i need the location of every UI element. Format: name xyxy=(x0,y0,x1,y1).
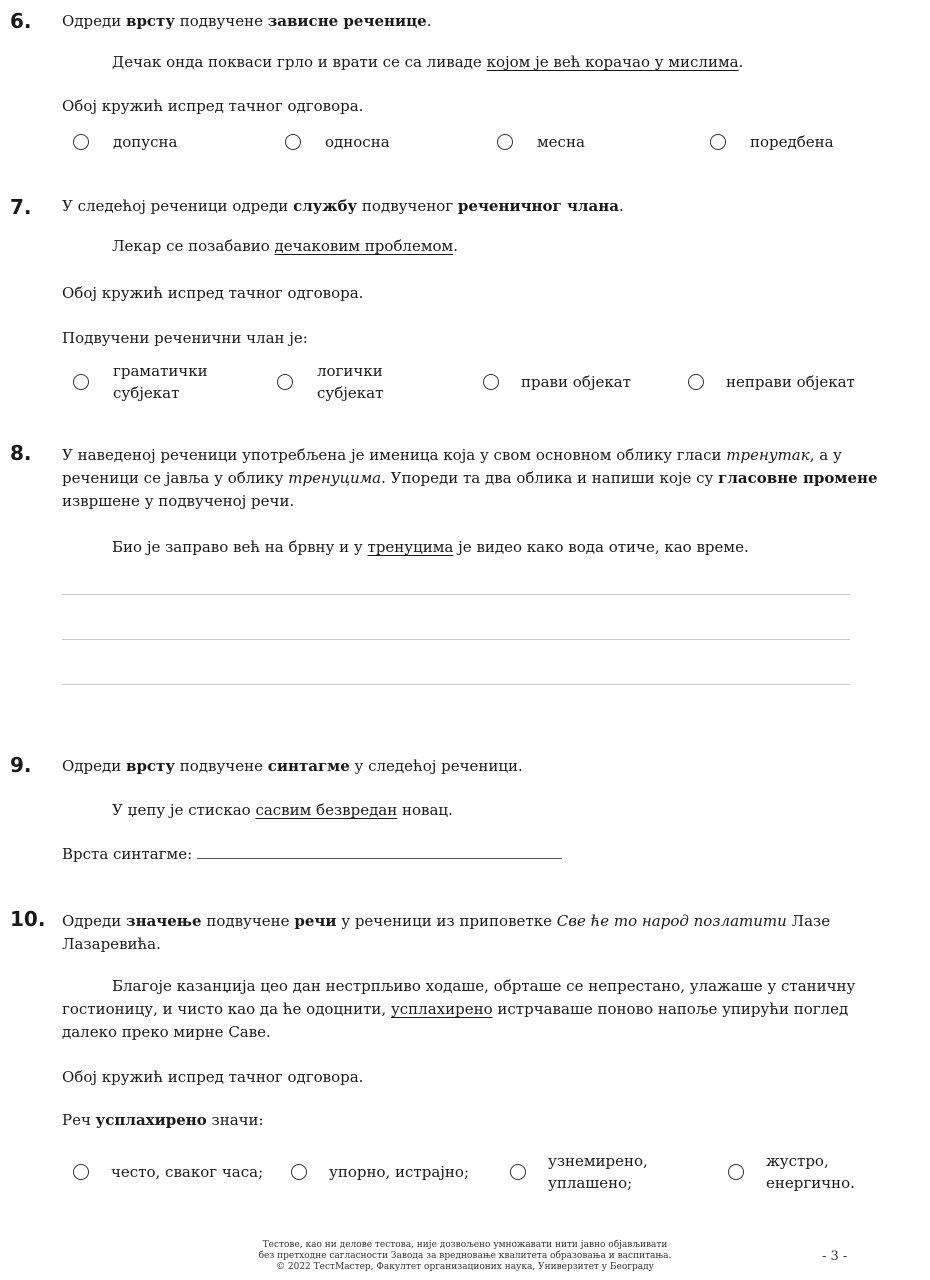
question-7-sentence: Лекар се позабавио дечаковим проблемом. xyxy=(112,237,458,255)
radio-circle[interactable] xyxy=(483,374,499,390)
radio-circle[interactable] xyxy=(277,374,293,390)
question-9-instruction: Одреди врсту подвучене синтагме у следећој реченици. xyxy=(62,757,523,775)
q7-option-3[interactable]: прави објекат xyxy=(483,374,499,390)
q6-option-4[interactable]: поредбена xyxy=(710,134,726,150)
q10-option-4[interactable]: жустро, енергично. xyxy=(728,1164,744,1180)
radio-circle[interactable] xyxy=(73,134,89,150)
q7-option-4[interactable]: неправи објекат xyxy=(688,374,704,390)
question-7-prompt: Подвучени реченични члан је: xyxy=(62,329,308,347)
copyright-footer: Тестове, као ни делове тестова, није дозвољено умножавати нити јавно објављивати без претходне сагласности Завода за вредновање квалитета образовања и васпитања. © 2022 ТестМастер, Факултет организационих наука, Универзитет у Београду xyxy=(258,1240,672,1272)
answer-line-3[interactable] xyxy=(62,684,850,685)
question-7-circle-instruction: Обој кружић испред тачног одговора. xyxy=(62,284,364,302)
q6-option-2[interactable]: односна xyxy=(285,134,301,150)
radio-circle[interactable] xyxy=(688,374,704,390)
page-number: - 3 - xyxy=(822,1249,848,1264)
question-10-prompt: Реч усплахирено значи: xyxy=(62,1111,264,1129)
question-6-circle-instruction: Обој кружић испред тачног одговора. xyxy=(62,97,364,115)
question-7-number: 7. xyxy=(10,195,32,219)
q10-option-2[interactable]: упорно, истрајно; xyxy=(291,1164,307,1180)
question-8-number: 8. xyxy=(10,441,32,465)
question-6-instruction: Одреди врсту подвучене зависне реченице. xyxy=(62,12,432,30)
question-8-instruction: У наведеној реченици употребљена је именица која у свом основном облику гласи тренутак, а у реченици се јавља у облику тренуцима. Упореди та два облика и напиши које су гласовне промене извршене у подвученој речи. xyxy=(62,446,878,510)
underlined-word: усплахирено xyxy=(390,1000,493,1018)
radio-circle[interactable] xyxy=(285,134,301,150)
radio-circle[interactable] xyxy=(497,134,513,150)
question-10-instruction: Одреди значење подвучене речи у реченици из приповетке Све ће то народ позлатити Лазе Лазаревића. xyxy=(62,912,831,953)
answer-line-1[interactable] xyxy=(62,594,850,595)
radio-circle[interactable] xyxy=(291,1164,307,1180)
question-9-sentence: У џепу је стискао сасвим безвредан новац. xyxy=(112,801,453,819)
q7-option-1[interactable]: граматички субјекат xyxy=(73,374,89,390)
question-8-sentence: Био је заправо већ на брвну и у тренуцима је видео како вода отиче, као време. xyxy=(112,538,749,556)
underlined-phrase: сасвим безвредан xyxy=(255,801,398,819)
radio-circle[interactable] xyxy=(510,1164,526,1180)
q10-option-3[interactable]: узнемирено, уплашено; xyxy=(510,1164,526,1180)
question-6-number: 6. xyxy=(10,9,32,33)
question-10-number: 10. xyxy=(10,907,46,931)
question-6-sentence: Дечак онда покваси грло и врати се са ливаде којом је већ корачао у мислима. xyxy=(112,53,744,71)
question-7-instruction: У следећој реченици одреди службу подвученог реченичног члана. xyxy=(62,197,624,215)
question-10-excerpt: Благоје казанџија цео дан нестрпљиво ходаше, обрташе се непрестано, улажаше у станичну гостионицу, и чисто као да ће одоцнити, усплахирено истрчаваше поново напоље упирући поглед далеко преко мирне Саве. xyxy=(62,977,856,1041)
radio-circle[interactable] xyxy=(73,374,89,390)
question-9-answer-row: Врста синтагме: xyxy=(62,845,562,863)
q6-option-3[interactable]: месна xyxy=(497,134,513,150)
q10-option-1[interactable]: често, сваког часа; xyxy=(73,1164,89,1180)
answer-line-2[interactable] xyxy=(62,639,850,640)
question-10-circle-instruction: Обој кружић испред тачног одговора. xyxy=(62,1068,364,1086)
radio-circle[interactable] xyxy=(710,134,726,150)
underlined-word: тренуцима xyxy=(367,538,454,556)
q6-option-1[interactable]: допусна xyxy=(73,134,89,150)
question-9-number: 9. xyxy=(10,753,32,777)
answer-blank[interactable] xyxy=(197,845,562,859)
underlined-clause: којом је већ корачао у мислима xyxy=(486,53,739,71)
q7-option-2[interactable]: логички субјекат xyxy=(277,374,293,390)
radio-circle[interactable] xyxy=(728,1164,744,1180)
radio-circle[interactable] xyxy=(73,1164,89,1180)
underlined-phrase: дечаковим проблемом xyxy=(274,237,454,255)
